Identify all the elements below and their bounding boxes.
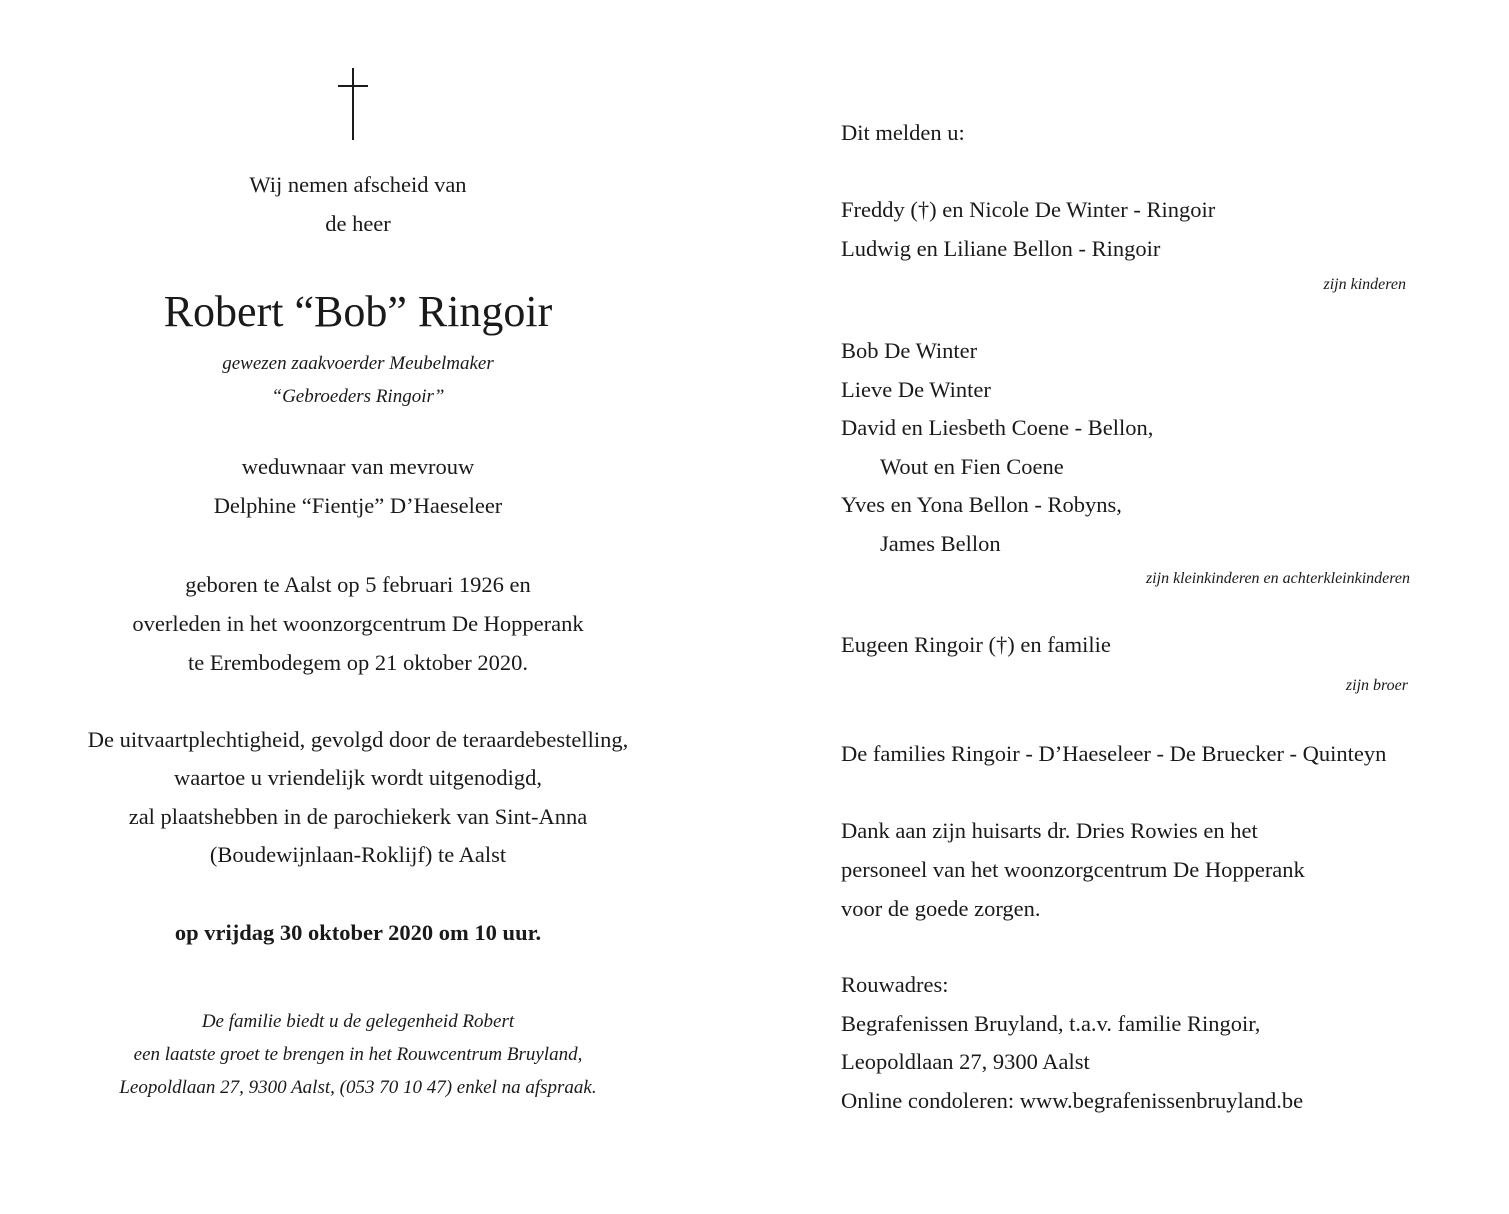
great-grandchild-name: Wout en Fien Coene [880, 454, 1064, 479]
ceremony-line: De uitvaartplechtigheid, gevolgd door de teraardebestelling, [87, 727, 629, 752]
farewell-line: Leopoldlaan 27, 9300 Aalst, (053 70 10 47) enkel na afspraak. [119, 1077, 597, 1098]
widower-line: weduwnaar van mevrouw [241, 454, 475, 479]
great-grandchild-name: James Bellon [880, 531, 1001, 556]
thanks-line: Dank aan zijn huisarts dr. Dries Rowies en het [841, 818, 1258, 843]
occupation: gewezen zaakvoerder Meubelmaker [222, 353, 494, 374]
thanks-line: voor de goede zorgen. [841, 896, 1041, 921]
birth-death-line: te Erembodegem op 21 oktober 2020. [188, 650, 528, 675]
grandchild-name: David en Liesbeth Coene - Bellon, [841, 415, 1154, 440]
farewell-line: De familie biedt u de gelegenheid Robert [201, 1011, 515, 1032]
grandchild-name: Bob De Winter [841, 338, 978, 363]
spouse-name: Delphine “Fientje” D’Haeseleer [213, 493, 503, 518]
address-label: Rouwadres: [841, 972, 949, 997]
address-line: Leopoldlaan 27, 9300 Aalst [841, 1049, 1090, 1074]
ceremony-line: (Boudewijnlaan-Roklijf) te Aalst [209, 842, 507, 867]
ceremony-line: zal plaatshebben in de parochiekerk van Sint-Anna [128, 804, 588, 829]
birth-death-line: overleden in het woonzorgcentrum De Hopperank [132, 611, 584, 636]
condolence-link: Online condoleren: www.begrafenissenbruyland.be [841, 1088, 1304, 1113]
grandchildren-label: zijn kleinkinderen en achterkleinkinderen [1145, 570, 1410, 587]
deceased-name: Robert “Bob” Ringoir [163, 287, 553, 336]
farewell-line: een laatste groet te brengen in het Rouwcentrum Bruyland, [133, 1044, 583, 1065]
grandchild-name: Lieve De Winter [841, 377, 991, 402]
address-line: Begrafenissen Bruyland, t.a.v. familie Ringoir, [841, 1011, 1261, 1036]
occupation: “Gebroeders Ringoir” [271, 386, 445, 407]
families-line: De families Ringoir - D’Haeseleer - De Bruecker - Quinteyn [841, 741, 1387, 766]
announce-heading: Dit melden u: [841, 120, 965, 145]
intro-line: Wij nemen afscheid van [249, 172, 467, 197]
children-label: zijn kinderen [1323, 276, 1406, 293]
intro-line: de heer [325, 211, 391, 236]
brother-name: Eugeen Ringoir (†) en familie [841, 632, 1111, 657]
grandchild-name: Yves en Yona Bellon - Robyns, [841, 492, 1122, 517]
ceremony-date: op vrijdag 30 oktober 2020 om 10 uur. [174, 920, 542, 945]
thanks-line: personeel van het woonzorgcentrum De Hopperank [841, 857, 1305, 882]
birth-death-line: geboren te Aalst op 5 februari 1926 en [185, 572, 531, 597]
child-name: Ludwig en Liliane Bellon - Ringoir [841, 236, 1161, 261]
cross-icon [338, 68, 368, 140]
ceremony-line: waartoe u vriendelijk wordt uitgenodigd, [173, 765, 543, 790]
child-name: Freddy (†) en Nicole De Winter - Ringoir [841, 197, 1216, 222]
brother-label: zijn broer [1345, 677, 1408, 694]
